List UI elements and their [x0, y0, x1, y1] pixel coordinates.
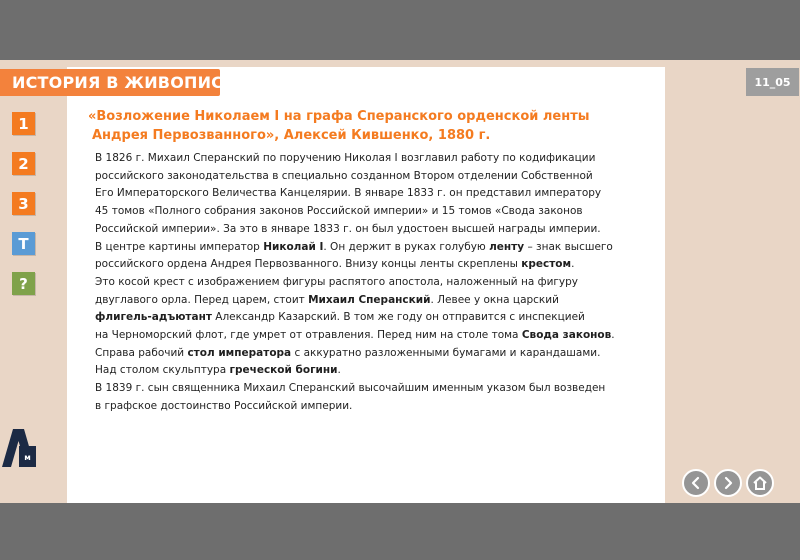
- text-line: [95, 168, 655, 186]
- prev-button[interactable]: [682, 469, 710, 497]
- text-segment: .: [611, 329, 615, 342]
- home-icon: [752, 475, 768, 491]
- painting-title-line2: Андрея Первозванного», Алексей Кившенко, 1880 г.: [92, 128, 491, 143]
- text-line: [95, 380, 655, 398]
- text-segment: Это косой крест с изображением фигуры распятого апостола, наложенный на фигуру: [95, 275, 579, 288]
- section-title: ИСТОРИЯ В ЖИВОПИСИ: [12, 73, 237, 92]
- next-button[interactable]: [714, 469, 742, 497]
- text-line: [95, 221, 655, 239]
- chevron-right-icon: [721, 476, 735, 490]
- text-segment: 45 томов «Полного собрания законов Российской империи» и 15 томов «Свода законов: [95, 205, 583, 218]
- highlighted-term: Свода законов: [521, 329, 612, 342]
- highlighted-term: греческой богини: [229, 364, 338, 377]
- text-line: [95, 239, 655, 257]
- chevron-left-icon: [689, 476, 703, 490]
- nav-button-quiz[interactable]: ?: [12, 272, 35, 295]
- nav-button-2[interactable]: 2: [12, 152, 35, 175]
- text-segment: . Левее у окна царский: [430, 293, 559, 306]
- page-code-badge: 11_05: [746, 68, 799, 96]
- logo-icon: [2, 429, 36, 467]
- text-line: [95, 345, 655, 363]
- nav-button-1[interactable]: 1: [12, 112, 35, 135]
- text-segment: Его Императорского Величества Канцелярии. В январе 1833 г. он представил императору: [95, 187, 602, 200]
- text-segment: В 1839 г. сын священника Михаил Сперанский высочайшим именным указом был возведен: [95, 382, 606, 395]
- painting-title-line1: «Возложение Николаем I на графа Сперанского орденской ленты: [88, 109, 590, 124]
- description-text: [95, 150, 655, 416]
- text-segment: российского законодательства в специально созданном Втором отделении Собственной: [95, 169, 593, 182]
- section-banner: [0, 69, 237, 96]
- text-segment: . Он держит в руках голубую: [323, 240, 490, 253]
- top-bar: [0, 0, 800, 60]
- text-line: [95, 309, 655, 327]
- nav-button-3[interactable]: 3: [12, 192, 35, 215]
- text-segment: В центре картины император: [95, 240, 264, 253]
- highlighted-term: флигель-адъютант: [95, 311, 212, 324]
- text-segment: двуглавого орла. Перед царем, стоит: [95, 293, 309, 306]
- text-line: [95, 256, 655, 274]
- text-segment: Российской империи». За это в январе 1833 г. он был удостоен высшей награды империи.: [95, 222, 601, 235]
- text-segment: на Черноморский флот, где умрет от отравления. Перед ним на столе тома: [95, 329, 522, 342]
- text-segment: .: [571, 258, 575, 271]
- text-line: [95, 274, 655, 292]
- text-line: [95, 203, 655, 221]
- text-line: [95, 150, 655, 168]
- text-segment: Справа рабочий: [95, 346, 188, 359]
- highlighted-term: ленту: [489, 240, 525, 253]
- text-line: [95, 327, 655, 345]
- text-segment: российского ордена Андрея Первозванного. Внизу концы ленты скреплены: [95, 258, 522, 271]
- text-line: [95, 398, 655, 416]
- highlighted-term: Николай I: [263, 240, 324, 253]
- text-segment: Над столом скульптура: [95, 364, 230, 377]
- text-line: [95, 292, 655, 310]
- nav-button-text[interactable]: T: [12, 232, 35, 255]
- text-segment: В 1826 г. Михаил Сперанский по поручению Николая I возглавил работу по кодификации: [95, 152, 596, 164]
- painting-title: [88, 107, 648, 145]
- text-line: [95, 362, 655, 380]
- bottom-bar: [0, 503, 800, 560]
- text-segment: .: [337, 364, 341, 377]
- svg-text:м: м: [24, 453, 31, 462]
- highlighted-term: стол императора: [187, 346, 292, 359]
- home-button[interactable]: [746, 469, 774, 497]
- text-segment: – знак высшего: [524, 240, 613, 253]
- text-line: [95, 185, 655, 203]
- highlighted-term: крестом: [521, 258, 572, 271]
- text-segment: Александр Казарский. В том же году он отправится с инспекцией: [211, 311, 585, 324]
- highlighted-term: Михаил Сперанский: [308, 293, 431, 306]
- text-segment: в графское достоинство Российской империи.: [95, 399, 353, 412]
- text-segment: с аккуратно разложенными бумагами и карандашами.: [291, 346, 601, 359]
